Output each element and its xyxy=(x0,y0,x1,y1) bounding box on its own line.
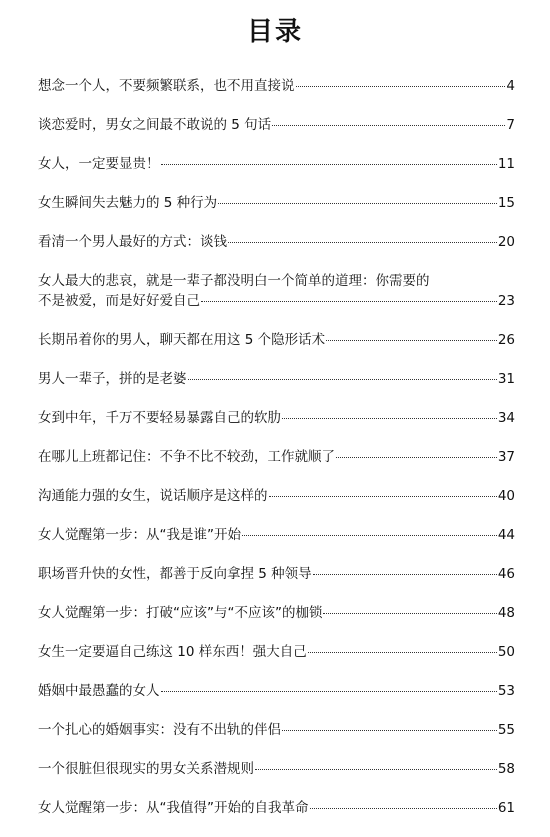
toc-entry-title: 想念一个人，不要频繁联系，也不用直接说 xyxy=(38,78,295,94)
dot-leader xyxy=(269,496,497,497)
toc-entry-page: 26 xyxy=(497,332,515,348)
toc-entry[interactable] xyxy=(38,115,515,154)
toc-entry-title: 婚姻中最愚蠢的女人 xyxy=(38,683,160,699)
toc-entry-title: 女到中年，千万不要轻易暴露自己的软肋 xyxy=(38,410,281,426)
toc-entry-page: 55 xyxy=(497,722,515,738)
dot-leader xyxy=(218,203,497,204)
toc-entry-title: 女人觉醒第一步：从“我值得”开始的自我革命 xyxy=(38,800,309,816)
toc-entry-title: 谈恋爱时，男女之间最不敢说的 5 句话 xyxy=(38,117,272,133)
dot-leader xyxy=(296,86,506,87)
toc-entry[interactable] xyxy=(38,193,515,232)
toc-entry-page: 40 xyxy=(497,488,515,504)
dot-leader xyxy=(188,379,497,380)
toc-entry-page: 50 xyxy=(497,644,515,660)
toc-entry[interactable] xyxy=(38,603,515,642)
dot-leader xyxy=(161,164,497,165)
toc-entry[interactable] xyxy=(38,408,515,447)
toc-entry-title: 在哪儿上班都记住：不争不比不较劲，工作就顺了 xyxy=(38,449,335,465)
toc-entry[interactable] xyxy=(38,486,515,525)
toc-entry[interactable] xyxy=(38,681,515,720)
toc-entry-page: 4 xyxy=(506,78,515,94)
toc-entry[interactable] xyxy=(38,759,515,798)
toc-entry-page: 15 xyxy=(497,195,515,211)
toc-entry-page: 61 xyxy=(497,800,515,816)
toc-entry-title: 女人觉醒第一步：打破“应该”与“不应该”的枷锁 xyxy=(38,605,323,621)
toc-entry-page: 37 xyxy=(497,449,515,465)
toc-entry[interactable] xyxy=(38,642,515,681)
dot-leader xyxy=(323,613,496,614)
toc-entry[interactable] xyxy=(38,564,515,603)
dot-leader xyxy=(282,418,497,419)
toc-entry-title: 一个扎心的婚姻事实：没有不出轨的伴侣 xyxy=(38,722,281,738)
toc-entry-page: 31 xyxy=(497,371,515,387)
dot-leader xyxy=(336,457,497,458)
dot-leader xyxy=(201,301,497,302)
toc-entry[interactable] xyxy=(38,271,515,330)
dot-leader xyxy=(326,340,497,341)
toc-entry-title: 看清一个男人最好的方式：谈钱 xyxy=(38,234,227,250)
dot-leader xyxy=(242,535,497,536)
toc-entry-page: 48 xyxy=(497,605,515,621)
dot-leader xyxy=(228,242,497,243)
toc-entry[interactable] xyxy=(38,154,515,193)
toc-entry[interactable] xyxy=(38,330,515,369)
toc-entry-title: 女人觉醒第一步：从“我是谁”开始 xyxy=(38,527,241,543)
toc-entry-page: 58 xyxy=(497,761,515,777)
toc-entry[interactable] xyxy=(38,76,515,115)
toc-entry-page: 46 xyxy=(497,566,515,582)
toc-entry[interactable] xyxy=(38,369,515,408)
toc-entry[interactable] xyxy=(38,798,515,837)
toc-entry-page: 34 xyxy=(497,410,515,426)
dot-leader xyxy=(310,808,497,809)
page-title: 目录 xyxy=(246,17,303,47)
toc-entry-title: 不是被爱，而是好好爱自己 xyxy=(38,293,200,309)
toc-entry-title: 职场晋升快的女性，都善于反向拿捏 5 种领导 xyxy=(38,566,312,582)
toc-entry[interactable] xyxy=(38,720,515,759)
toc-entry-title: 沟通能力强的女生，说话顺序是这样的 xyxy=(38,488,268,504)
toc-entry-title: 一个很脏但很现实的男女关系潜规则 xyxy=(38,761,254,777)
toc-entry-page: 7 xyxy=(506,117,515,133)
toc-entry-title: 女生瞬间失去魅力的 5 种行为 xyxy=(38,195,218,211)
dot-leader xyxy=(282,730,497,731)
toc-entry-page: 20 xyxy=(497,234,515,250)
toc-entry[interactable] xyxy=(38,447,515,486)
toc-entry-title-line1: 女人最大的悲哀，就是一辈子都没明白一个简单的道理：你需要的 xyxy=(38,273,430,289)
dot-leader xyxy=(272,125,505,126)
table-of-contents xyxy=(38,76,515,837)
toc-entry-title: 女人，一定要显贵！ xyxy=(38,156,160,172)
dot-leader xyxy=(313,574,497,575)
toc-entry-page: 11 xyxy=(497,156,515,172)
toc-entry-title: 女生一定要逼自己练这 10 样东西！强大自己 xyxy=(38,644,307,660)
toc-entry[interactable] xyxy=(38,232,515,271)
toc-entry-page: 23 xyxy=(497,293,515,309)
toc-entry-title: 长期吊着你的男人，聊天都在用这 5 个隐形话术 xyxy=(38,332,326,348)
toc-entry-page: 44 xyxy=(497,527,515,543)
dot-leader xyxy=(308,652,497,653)
toc-entry[interactable] xyxy=(38,525,515,564)
toc-entry-page: 53 xyxy=(497,683,515,699)
dot-leader xyxy=(161,691,497,692)
dot-leader xyxy=(255,769,497,770)
toc-entry-title: 男人一辈子，拼的是老婆 xyxy=(38,371,187,387)
